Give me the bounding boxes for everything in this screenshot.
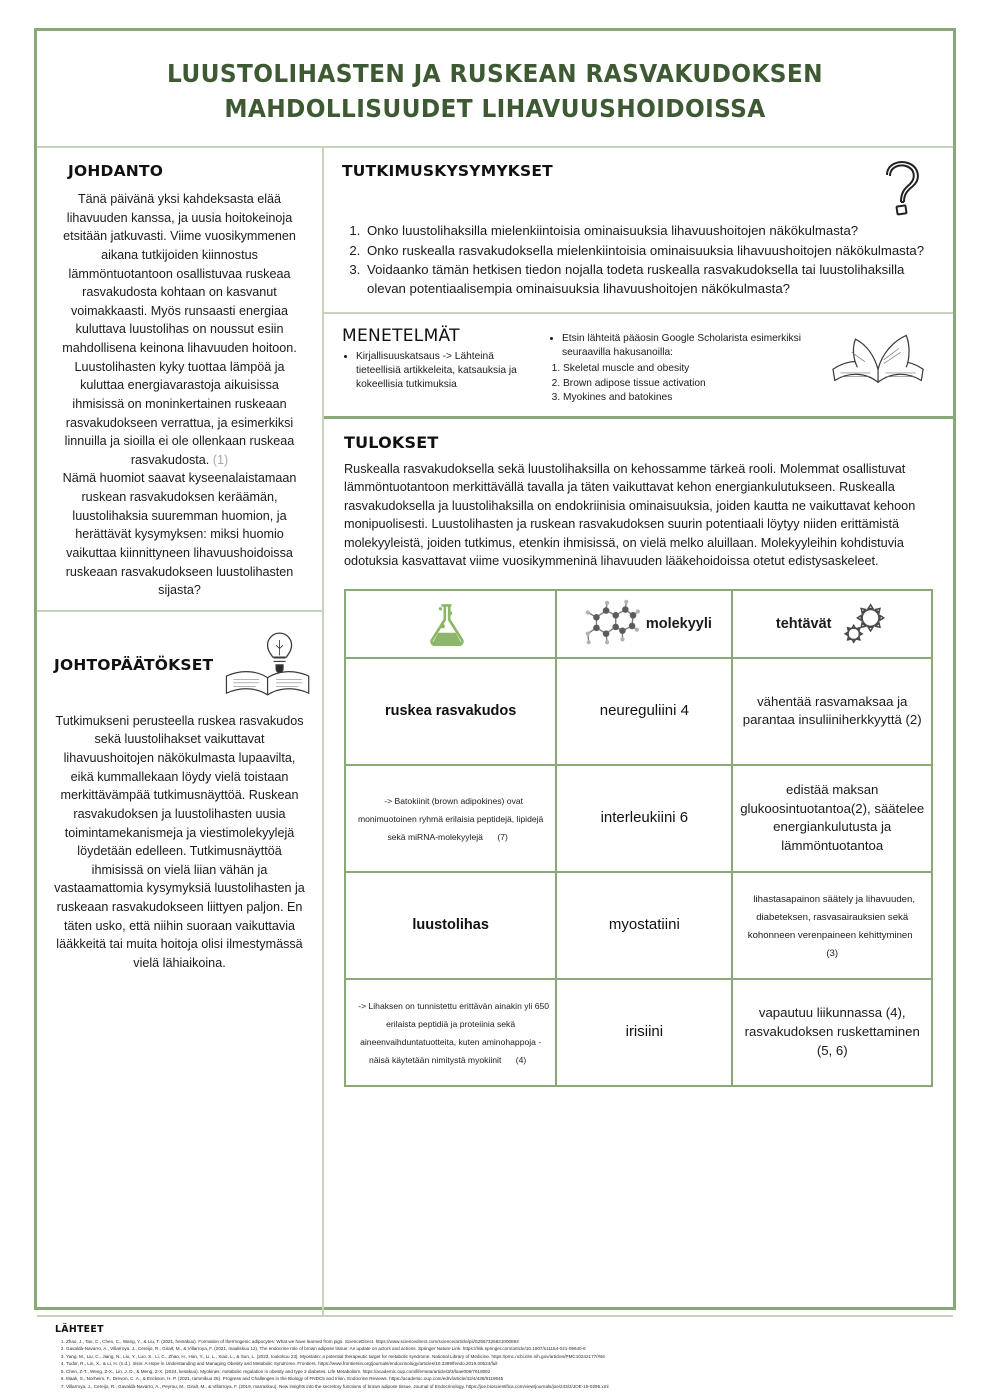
task-text: vähentää rasvamaksaa ja parantaa insuliiniherkkyyttä [742, 693, 908, 728]
methods-search-list [562, 332, 817, 360]
poster-title [37, 31, 953, 148]
table-cell-task [732, 765, 932, 872]
table-cell-molecule [556, 658, 732, 765]
methods-grid [342, 326, 935, 406]
molecule-name: irisiini [625, 1023, 664, 1041]
left-column [37, 148, 324, 1315]
conclusions-section [37, 612, 322, 1315]
open-book-icon [827, 326, 931, 388]
tissue-note: -> Lihaksen on tunnistettu erittävän ainakin yli 650 erilaista peptidiä ja proteiinia sekä aineenvaihduntatuotteita, kuten aminohappoja - näisä käytetään nimitystä myokiinit [358, 1001, 550, 1066]
molecule-table [344, 589, 933, 1087]
task-citation: (3) [826, 948, 839, 960]
conclusions-text: Tutkimukseni perusteella ruskea rasvakudos sekä luustolihakset vaikuttavat lihavuushoitojen näkökulmasta lupaavilta, eikä kummallekaan löydy vielä toistaan merkittävämpää tutkimusnäyttöä. Ruskean rasvakudoksen ja luustolihasten uusia toimintamekanismeja ja viestimolekyylejä löydetään edelleen. Tutkimusnäyttöä ihmisissä on vielä liian vähän ja vastaamattomia kysymyksiä luustolihasten ja ruskeaan rasvakudokseen liittyen paljon. En täten usko, että niihin suoraan vaikuttavia lääkkeitä tai muita hoitoja olisi ilmestymässä vielä lähiaikoina. [54, 713, 305, 970]
table-cell-task [732, 658, 932, 765]
source-item: 1. Zhao, J., Tao, C., Chen, C., Wang, Y., & Liu, T. (2021, heinäkuu). Formation of thermogenic adipocytes: What we have learned from pigs. ScienceDirect. https://www.sciencedirect.com/science/article/pii/S2667325821000893 [66, 1338, 935, 1345]
table-cell-molecule [556, 765, 732, 872]
sources-list [66, 1338, 935, 1390]
task-citation: (2) [905, 712, 922, 728]
table-header-molecule-label: molekyyli [645, 615, 712, 632]
right-column [324, 148, 953, 1315]
table-cell-task [732, 979, 932, 1086]
research-questions-header [342, 162, 935, 216]
methods-bullet-item: • Kirjallisuuskatsaus -> Lähteinä tieteellisiä artikkeleita, katsauksia ja kokeellisia tutkimuksia [356, 350, 538, 392]
table-row [345, 872, 932, 979]
research-questions-list [364, 222, 935, 299]
source-item: 3. Yang, M., Liu, C., Jiang, N., Liu, Y., Luo, S., Li, C., Zhao, H., Han, Y., Li, L., Xiao, L., & Sun, L. (2023, toukokuu 23). Myostatin: a potential therapeutic target for metabolic syndrome. National Library of Medicine. https://pmc.ncbi.nlm.nih.gov/articles/PMC10242177/#s6 [66, 1353, 935, 1360]
task-text-tail: , rasvakudoksen ruskettaminen [744, 1005, 920, 1039]
methods-middle [548, 326, 817, 406]
source-item: 7. Villarroya, J., Cereijo, R., Gavaldà-Navarro, A., Peyrou, M., Giralt, M., & Villarroya, F. (2019, marraskuu). New insights into the secretory functions of brown adipose tissue. Journal of Endocrinology. https://joe.bioscientifica.com/view/journals/joe/243/2/JOE-19-0295.xml [66, 1383, 935, 1390]
research-question-item: 1. Onko luustolihaksilla mielenkiintoisia ominaisuuksia lihavuushoitojen näkökulmasta? [364, 222, 935, 241]
conclusions-heading: JOHTOPÄÄTÖKSET [54, 655, 214, 674]
poster-frame [34, 28, 956, 1389]
conclusions-header [54, 628, 305, 700]
methods-keyword-item: 2. Brown adipose tissue activation [563, 377, 817, 391]
research-questions-heading: TUTKIMUSKYSYMYKSET [342, 162, 553, 180]
task-text: edistää maksan glukoosintuotantoa [740, 781, 879, 816]
table-header-tissue [345, 590, 556, 658]
results-text: Ruskealla rasvakudoksella sekä luustolihaksilla on kehossamme tärkeä rooli. Molemmat osallistuvat lämmöntuotantoon merkittävällä tavalla ja täten vaikuttavat kehon energiankulutukseen. Ruskealla rasvakudoksella ja luustolihaksilla on endokriinisia ominaisuuksia, joiden kautta ne vaikuttavat kehoon monipuolisesti. Luustolihasten ja ruskean rasvakudoksen suurin potentiaali löytyy niiden erittämistä molekyyleistä, joiden tutkimus, etenkin ihmisissä, on vielä melko aluillaan. Molekyyleihin kohdistuvia odotuksia kasvattavat viime vuosikymmeninä lihavuuden lääkehoidoissa otetut edistysaskeleet. [344, 461, 916, 569]
source-item: 2. Gavaldà-Navarro, A., Villarroya, J., Cereijo, R., Giralt, M., & Villarroya, F. (2021, maaliskuu 12). The endocrine role of brown adipose tissue: An update on actors and actions. Springer Nature Link. https://link.springer.com/article/10.1007/s11154-021-09640-6 [66, 1345, 935, 1352]
question-mark-icon [877, 158, 929, 216]
task-text-tail: , säätelee energiankulutusta ja lämmöntuotantoa [773, 800, 925, 853]
methods-section [324, 314, 953, 419]
table-cell-molecule [556, 872, 732, 979]
source-item: 4. Tudor, R., Lin, X., & Li, H. (n.d.). Irisin: A Hope in Understanding and Managing Obesity and Metabolic Syndrome. Frontiers. https://www.frontiersin.org/journals/endocrinology/articles/10.3389/fendo.2019.00524/full [66, 1360, 935, 1367]
table-header-molecule [556, 590, 732, 658]
methods-keyword-item: 3. Myokines and batokines [563, 391, 817, 405]
research-question-item: 3. Voidaanko tämän hetkisen tiedon nojalla todeta ruskealla rasvakudoksella tai luustolihaksilla olevan potentiaalisempia ominaisuuksia lihavuushoitojen näkökulmasta? [364, 261, 935, 298]
sources-section [37, 1315, 953, 1396]
introduction-paragraph-1: Tänä päivänä yksi kahdeksasta elää lihavuuden kanssa, ja uusia hoitokeinoja etsitään jatkuvasti. Viime vuosikymmenen aikana tutkijoiden kiinnostus lämmöntuotantoon osallistuvaa ruskeaa rasvakudosta kohtaan on kasvanut voimakkaasti. Myös runsaasti energiaa kuluttava luustolihas on noussut esiin mahdollisena keinona lihavuuden hoitoon. [62, 192, 297, 355]
poster-body [37, 148, 953, 1315]
introduction-heading: JOHDANTO [68, 162, 164, 180]
table-row [345, 765, 932, 872]
molecule-icon [577, 598, 639, 650]
title-line-1: LUUSTOLIHASTEN JA RUSKEAN RASVAKUDOKSEN [167, 59, 823, 88]
source-item: 6. Maak, S., Norheim, F., Drevon, C. A., & Erickson, H. P. (2021, tammikuu 25). Progress and Challenges in the Biology of FNDC5 and Irisin. Endocrine Reviews. https://academic.oup.com/edrv/article/42/4/436/6119545 [66, 1375, 935, 1382]
methods-keyword-item: 1. Skeletal muscle and obesity [563, 362, 817, 376]
table-cell-molecule [556, 979, 732, 1086]
flask-icon [423, 600, 471, 648]
molecule-name: myostatiini [608, 916, 680, 934]
table-cell-tissue [345, 765, 556, 872]
methods-keyword-list [563, 362, 817, 405]
introduction-citation-1: (1) [212, 452, 229, 467]
methods-bullet-list [356, 350, 538, 392]
table-cell-tissue [345, 658, 556, 765]
gears-icon [839, 601, 889, 646]
task-citation-2: (5, 6) [816, 1042, 848, 1058]
table-header-tasks [732, 590, 932, 658]
results-heading: TULOKSET [344, 432, 439, 452]
introduction-paragraph-2 [54, 358, 305, 470]
molecule-name: interleukiini 6 [600, 809, 689, 827]
introduction-paragraph-3: Nämä huomiot saavat kyseenalaistamaan ruskean rasvakudoksen keräämän, luustolihaksia suuremman huomion, ja herättävät kysymyksen: miksi huomio vaikuttaa kiinnittyneen lihavuushoidoissa ruskeaan rasvakudokseen luustolihasten sijasta? [62, 471, 297, 598]
results-section [324, 419, 953, 583]
table-cell-task [732, 872, 932, 979]
lightbulb-book-icon [219, 628, 323, 700]
table-header-row [345, 590, 932, 658]
source-item: 5. Chen, Z-T., Weng, Z-X., Lin, J. D., & Meng, Z-X. (2024, kesäkuu). Myokines: metabolic regulation in obesity and type 2 diabetes. Life Metabolism. https://academic.oup.com/lifemeta/article/3/3/loae006/7618092 [66, 1368, 935, 1375]
introduction-paragraph-2-text: Luustolihasten kyky tuottaa lämpöä ja kuluttaa energiavarastoja aikuisissa ihmisissä on moninkertainen ruskeaan rasvakudokseen verrattua, ja esimerkiksi linnuilla ja sioilla ei ole ollenkaan ruskeaa rasvakudosta. [64, 359, 295, 467]
methods-search-intro: • Etsin lähteitä pääosin Google Scholarista esimerkiksi seuraavilla hakusanoilla: [562, 332, 817, 360]
research-questions-section [324, 148, 953, 314]
table-header-tasks-label: tehtävät [775, 615, 832, 632]
task-citation: (4) [885, 1005, 902, 1021]
table-row [345, 658, 932, 765]
methods-left [342, 326, 538, 394]
table-cell-tissue [345, 979, 556, 1086]
methods-heading: MENETELMÄT [342, 325, 460, 346]
tissue-name: ruskea rasvakudos [384, 703, 517, 720]
molecule-name: neureguliini 4 [599, 702, 689, 720]
task-text: vapautuu liikunnassa [758, 1005, 886, 1021]
tissue-note: -> Batokiinit (brown adipokines) ovat monimuotoinen ryhmä erilaisia peptidejä, lipidejä sekä miRNA-molekyylejä [357, 796, 544, 843]
task-citation: (2) [850, 800, 868, 816]
table-row [345, 979, 932, 1086]
tissue-citation: (4) [515, 1055, 527, 1066]
task-text: lihastasapainon säätely ja lihavuuden, diabeteksen, rasvasairauksien sekä kohonneen verenpaineen kehittyminen [747, 894, 915, 942]
research-question-item: 2. Onko ruskealla rasvakudoksella mielenkiintoisia ominaisuuksia lihavuushoitojen näkökulmasta? [364, 242, 935, 261]
table-cell-tissue [345, 872, 556, 979]
methods-right [827, 326, 935, 393]
tissue-name: luustolihas [412, 917, 489, 934]
molecule-table-wrapper [324, 583, 953, 1101]
tissue-citation: (7) [497, 832, 508, 843]
title-line-2: MAHDOLLISUUDET LIHAVUUSHOIDOISSA [224, 93, 766, 123]
introduction-section [37, 148, 322, 612]
sources-heading: LÄHTEET [55, 1324, 104, 1335]
